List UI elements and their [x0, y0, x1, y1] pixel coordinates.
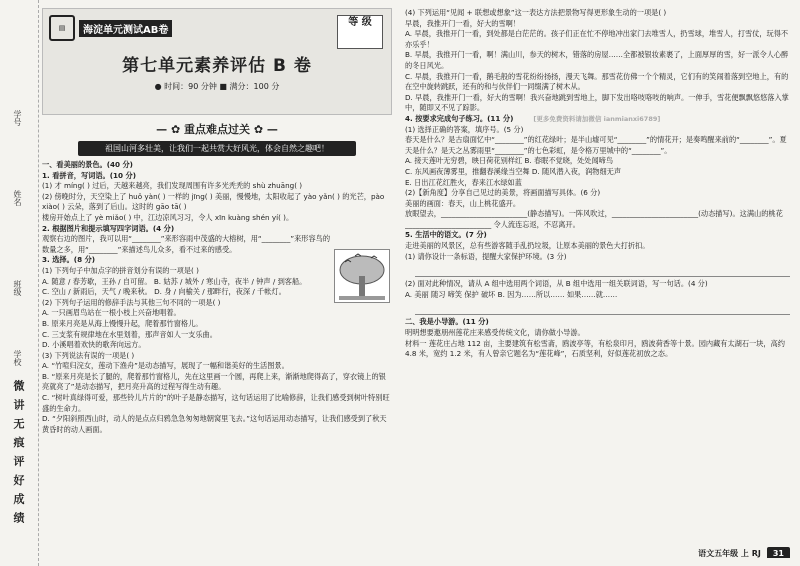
section-banner: — ✿ 重点难点过关 ✿ —	[156, 123, 278, 136]
question-3-4: (4) 下列运用“见闻 + 联想或想象”这一表达方法把景物写得更形象生动的一项是( )	[405, 8, 667, 17]
option: B. 早晨，我推开门一看，啊！满山川，参天的树木，错落的房屋……全都被银妆素裹了，上面厚厚的雪，好一派令人心醉的冬日风光。	[405, 50, 789, 70]
question-3-3: (3) 下列说法有误的一项是( )	[42, 350, 135, 360]
student-number-label: 学号	[13, 110, 22, 126]
word-groups: A. 美丽 随习 啼笑 保护 破坏 B. 因为……所以…… 如果……就……	[405, 289, 618, 299]
question-4-title: 4. 按要求完成句子练习。(11 分)	[405, 113, 514, 123]
question-4-2-body: 放眼望去，________________________(静态描写)。一阵风吹过，________________________(动态描写)。这满山的桃花________________________ 令人流连忘返，不忍离开。	[405, 209, 783, 229]
answer-line[interactable]	[415, 264, 790, 277]
option: A. “竹喧归浣女，莲动下渔舟”是动态描写，展现了一幅和谐美好的生活图景。	[42, 361, 289, 371]
option: B. “原来月亮是长了腿的，爬着那竹窗格儿，先在这里画一个圆，再爬上来，渐渐地爬得高了，穿衣镜上的银亮就亮了”是动态描写，把月亮升高的过程写得生动有趣。	[42, 371, 386, 392]
banyan-tree-illustration	[334, 249, 390, 303]
margin-slogan: 微 讲 无 痕 评 好 成 绩	[12, 380, 25, 525]
option: C. 东风画夜薄雾里，推翻春溪缘当空舞 D. 随风潜入夜，润物细无声	[405, 166, 622, 176]
left-column	[42, 8, 392, 558]
option: C. 空山 / 新雨后，天气 / 晚来秋。 D. 身 / 向榆关 / 那畔行，夜深 / 千帐灯。	[42, 287, 286, 297]
grade-label: 等 级	[348, 17, 372, 28]
unit-title: 第七单元素养评估 B 卷	[122, 56, 312, 76]
page-footer	[698, 547, 790, 558]
name-label: 姓名	[13, 190, 22, 206]
margin-strip	[0, 0, 39, 566]
option: B. 原来月亮是从海上慢慢升起，爬着那竹窗格儿。	[42, 318, 203, 328]
question-4-2-prompt: 美丽的画面：春天，山上桃花盛开。	[405, 198, 521, 208]
question-4	[405, 114, 790, 125]
material-1: 材料一 莲花庄占地 112 亩，主要建筑有松雪斋，鸥波亭等，有松泉印月，鸥波荷香等十景。园内藏有太湖石一块，高约 4.8 米，宽约 1.2 米，有人曾亲它题名为“莲花峰”，石质坚利，好似莲花初放之态。	[405, 338, 785, 359]
option: D. 小溪唱着欢快的歌奔向远方。	[42, 340, 146, 350]
question-3-4-stem: 早晨，我推开门一看，好大的雪啊！	[405, 18, 521, 28]
option: A. 接天莲叶无穷碧，映日荷花别样红 B. 春眠不觉晓，处处闻啼鸟	[405, 156, 614, 166]
brand	[49, 15, 172, 41]
question-1-1: (1) 才 míng( ) 过后，天越来越亮，我们发现周围有许多光秃秃的 shù zhuāng( )	[42, 181, 303, 191]
time-score: ● 时间：90 分钟 ■ 满分：100 分	[154, 82, 280, 91]
grade-box	[337, 15, 383, 49]
question-3-1: (1) 下列句子中加点字的拼音划分有误的一项是( )	[42, 265, 199, 275]
option: E. 日出江花红胜火，春来江水绿如蓝	[405, 177, 522, 187]
question-heading: 一、看美丽的景色。(40 分)	[42, 160, 133, 169]
question-4-1: (1) 选择正确的答案，填序号。(5 分)	[405, 124, 524, 134]
subject-label: 语文五年级 上 RJ	[698, 549, 761, 558]
header-box	[42, 8, 392, 115]
question-5-stem: 走进美丽的风景区，总有些游客随手乱扔垃圾，让原本美丽的景色大打折扣。	[405, 241, 650, 251]
section-2-heading: 二、我是小导游。(11 分)	[405, 317, 489, 327]
section-2-stem: 明明想要邀朋州莲花庄来感受传统文化，请你做小导游。	[405, 328, 585, 338]
question-1: 1. 看拼音，写词语。(10 分)	[42, 170, 136, 180]
option: D. “夕阳斜照西山时，动人的是点点归鸦急急匆匆地朝窝里飞去。”这句话运用动态描写，让我们感受到了秋天黄昏时的动人画面。	[42, 414, 387, 434]
watermark: [更多免费资料请加微信 ianmianxi6789]	[533, 114, 661, 123]
question-2: 2. 根据图片和提示填写四字词语。(4 分)	[42, 223, 175, 233]
question-5-2: (2) 面对此种情况，请从 A 组中选用两个词语，从 B 组中选用一组关联词语，写一句话。(4 分)	[405, 279, 708, 289]
question-1-3: 楼房开始点上了 yè miǎo( ) 中，江边凉风习习，令人 xīn kuàng shén yí( )。	[42, 212, 294, 222]
class-label: 班级	[13, 280, 22, 296]
option: C. “树叶真绿得可爱，那些铃儿片片的”的叶子是静态描写，这句话运用了比喻修辞，让我们感受到树叶特别旺盛的生命力。	[42, 393, 390, 413]
option: C. 早晨，我推开门一看，鹅毛般的雪花纷纷扬扬，漫天飞舞。那雪花仿佛一个个精灵，它们有的笑闹着落到空地上，有的在空中旋转跳跃，还有的和与伙伴们一同缀满了树木从。	[405, 71, 789, 92]
right-column	[405, 8, 790, 558]
question-5: 5. 生活中的语文。(7 分)	[405, 230, 487, 240]
option: A. 随意 / 春芳歇，王孙 / 自可留。 B. 姑苏 / 城外 / 寒山寺，夜半 / 钟声 / 到客船。	[42, 276, 307, 286]
section-intro: 祖国山河多壮美，让我们一起共赏大好风光，体会自然之趣吧！	[78, 141, 356, 156]
question-5-1: (1) 请你设计一条标语，提醒大家保护环境。(3 分)	[405, 251, 567, 261]
option: C. 三支浆有规律地在水里划着，那声音如人一支乐曲。	[42, 329, 217, 339]
answer-line[interactable]	[415, 302, 790, 315]
question-1-2: (2) 傍晚时分，天空染上了 huǒ yàn( ) 一样的 jīng( ) 美丽，慢慢地，太阳收起了 yào yǎn( ) 的光芒，pào xiào( ) 云朵，落到了后山。这时的 gāo tā( )	[42, 191, 385, 212]
question-4-2: (2)【新角度】分享自己见过的美景，将画面描写具体。(6 分)	[405, 188, 601, 198]
right-questions	[405, 8, 790, 360]
option: A. 一只画眉鸟站在一根小枝上兴奋地唱着。	[42, 308, 181, 318]
question-3: 3. 选择。(8 分)	[42, 255, 96, 265]
option: D. 早晨，我推开门一看，好大的雪啊！我兴奋地跳到雪地上，脚下发出咯吱咯吱的响声。一伸手，雪花便飘飘悠悠落入掌中，随即又不见了踪影。	[405, 92, 789, 113]
school-label: 学校	[13, 350, 22, 366]
page-number: 31	[767, 547, 790, 558]
question-4-1-passage: 春天是什么？是古扇面忆中“________”的红花绿叶；是半山墟可见“________”的情花开；是奏鸣醒来前的“________”。夏天是什么？是天之丛雾雨里“________”的七色彩虹，是令格万里城中的“________”。	[405, 135, 787, 155]
question-3-2: (2) 下列句子运用的修辞手法与其他三句不同的一项是( )	[42, 297, 221, 307]
question-2-body: 观察右边的图片，我可以用“________”来形容雨中茂盛的大榕树，用“________”来形容鸟的数量之多，用“________”来描述鸟儿众多，看不过来的感受。	[42, 234, 331, 254]
brand-text: 海淀单元测试AB卷	[79, 20, 172, 37]
publisher-logo-icon: ▤	[49, 15, 75, 41]
option: A. 早晨，我推开门一看，到处都是白茫茫的。孩子们正在忙不停地冲出家门去堆雪人，扔雪球，堆雪人，打雪仗，玩得不亦乐乎！	[405, 29, 789, 49]
